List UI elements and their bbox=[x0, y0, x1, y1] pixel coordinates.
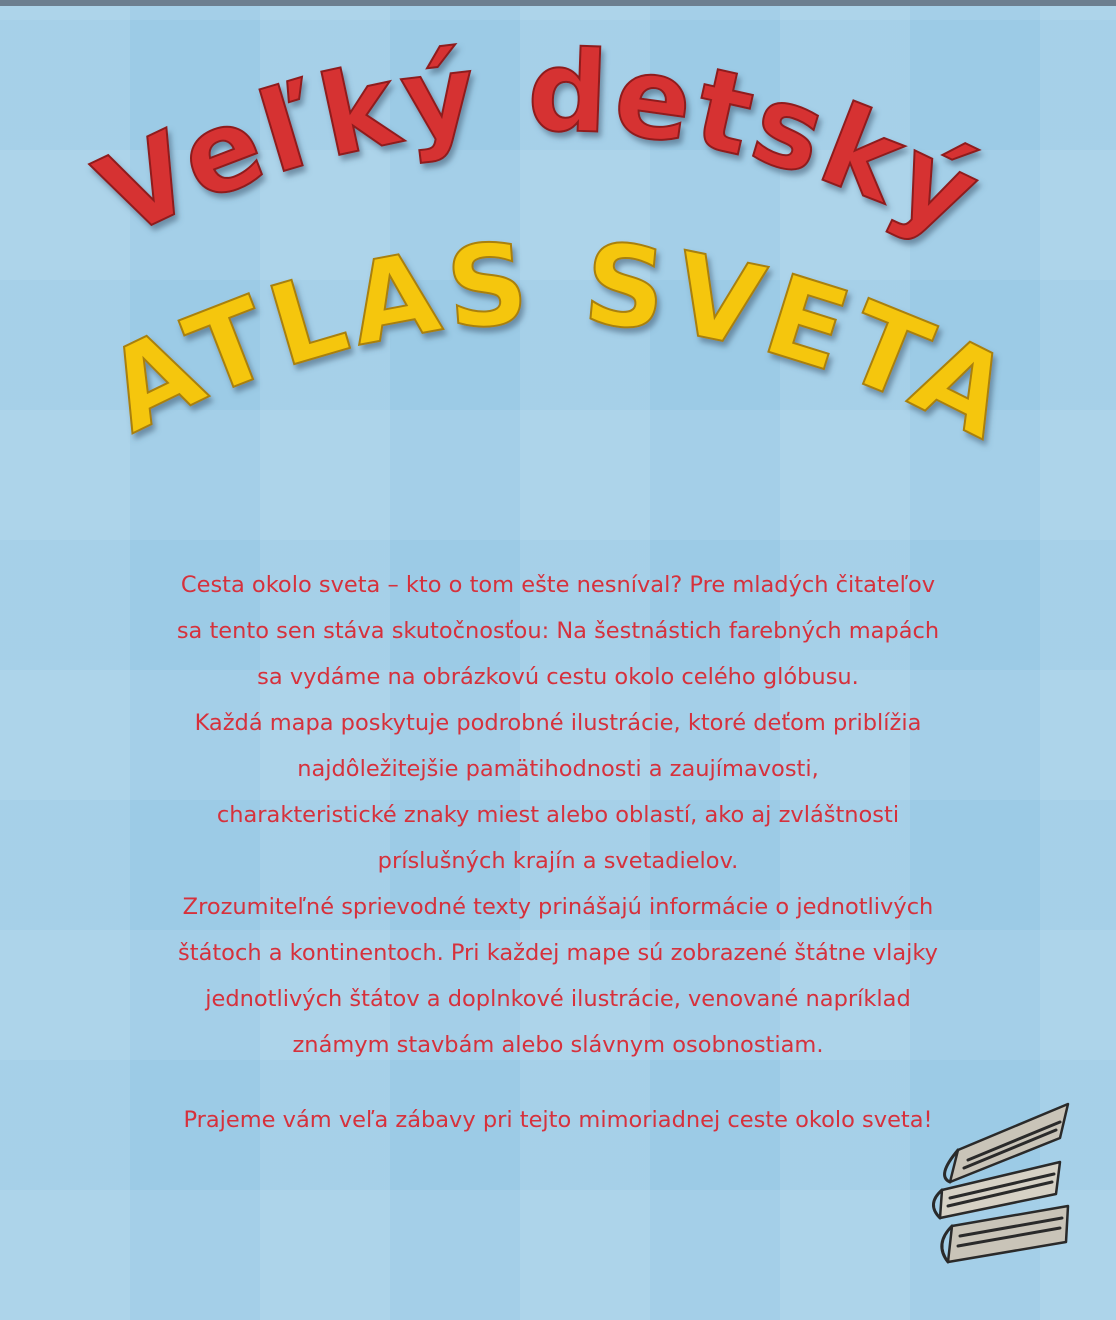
description-text bbox=[40, 562, 1076, 1068]
description-line: príslušných krajín a svetadielov. bbox=[377, 848, 739, 874]
title-line1: Veľký detský bbox=[79, 26, 1001, 263]
title-line2: ATLAS SVETA bbox=[87, 218, 1035, 467]
stacked-books-logo-icon bbox=[928, 1098, 1088, 1268]
description-line: sa vydáme na obrázkovú cestu okolo celého glóbusu. bbox=[257, 664, 859, 690]
description-line: sa tento sen stáva skutočnosťou: Na šestnástich farebných mapách bbox=[176, 618, 940, 644]
description-line: najdôležitejšie pamätihodnosti a zaujímavosti, bbox=[297, 756, 819, 782]
closing-line: Prajeme vám veľa zábavy pri tejto mimoriadnej ceste okolo sveta! bbox=[183, 1107, 933, 1133]
description-line: Cesta okolo sveta – kto o tom ešte nesníval? Pre mladých čitateľov bbox=[180, 572, 936, 598]
description-line: Každá mapa poskytuje podrobné ilustrácie, ktoré deťom priblížia bbox=[194, 710, 922, 736]
description-line: známym stavbám alebo slávnym osobnostiam. bbox=[292, 1032, 824, 1058]
description-line: štátoch a kontinentoch. Pri každej mape sú zobrazené štátne vlajky bbox=[178, 940, 938, 966]
description-line: charakteristické znaky miest alebo oblastí, ako aj zvláštnosti bbox=[216, 802, 900, 828]
description-line: jednotlivých štátov a doplnkové ilustrácie, venované napríklad bbox=[205, 986, 911, 1012]
description-line: Zrozumiteľné sprievodné texty prinášajú informácie o jednotlivých bbox=[182, 894, 934, 920]
cover-title bbox=[0, 0, 1116, 540]
